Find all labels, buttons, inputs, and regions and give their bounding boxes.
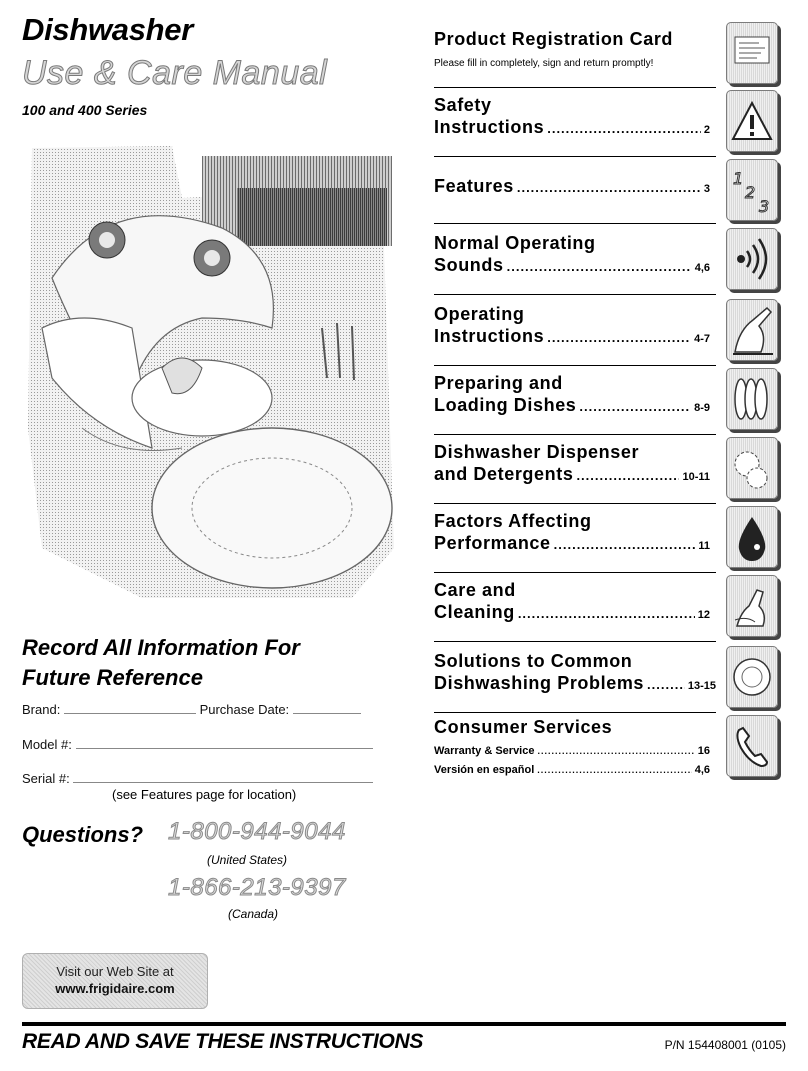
toc-loading[interactable] <box>434 366 786 432</box>
footer-instruction: READ AND SAVE THESE INSTRUCTIONS <box>22 1030 424 1053</box>
serial-field[interactable] <box>73 770 373 783</box>
questions-label: Questions? <box>22 822 144 847</box>
toc-line1: Care and <box>434 580 516 600</box>
website-link[interactable]: www.frigidaire.com <box>55 981 175 996</box>
toc-leader <box>517 177 701 199</box>
toc-registration[interactable] <box>434 22 786 84</box>
toc-line1: Normal Operating <box>434 233 596 253</box>
toc-page: 11 <box>698 540 710 552</box>
consumer-title: Consumer Services <box>434 717 613 737</box>
warranty-page: 16 <box>697 745 710 757</box>
location-note: (see Features page for location) <box>112 787 297 802</box>
toc-features[interactable] <box>434 157 786 221</box>
toc-page: 12 <box>697 609 710 621</box>
warning-icon <box>726 90 778 152</box>
toc-leader <box>579 396 691 418</box>
purchase-date-label: Purchase Date: <box>199 702 290 717</box>
document-title: Dishwasher <box>22 12 194 47</box>
water-drop-icon <box>726 506 778 568</box>
toc-performance[interactable] <box>434 504 786 570</box>
toc-line2: Instructions <box>434 326 545 346</box>
brand-label: Brand: <box>22 702 61 717</box>
toc-care[interactable] <box>434 573 786 639</box>
brand-field[interactable] <box>64 701 196 714</box>
registration-card-icon <box>726 22 778 84</box>
record-heading <box>22 633 300 693</box>
toc-line2: Instructions <box>434 117 545 137</box>
sound-waves-icon <box>726 228 778 290</box>
document-subtitle: Use & Care Manual <box>22 54 328 92</box>
dish-rack-icon <box>726 368 778 430</box>
hand-pointer-icon <box>726 299 778 361</box>
dishwasher-illustration <box>22 128 408 613</box>
table-of-contents <box>434 0 786 1000</box>
toc-page: 8-9 <box>694 402 710 414</box>
brand-row <box>22 701 361 717</box>
us-phone-number: 1-800-944-9044 <box>168 818 346 845</box>
toc-page: 13-15 <box>687 680 716 692</box>
warranty-label: Warranty & Service <box>434 745 535 757</box>
numbers-icon <box>726 159 778 221</box>
toc-sounds[interactable] <box>434 224 786 292</box>
part-number: P/N 154408001 (0105) <box>664 1038 786 1052</box>
toc-consumer-services[interactable] <box>434 713 786 791</box>
toc-line2: Loading Dishes <box>434 395 577 415</box>
cleaning-hand-icon <box>726 575 778 637</box>
toc-page: 10-11 <box>682 471 710 483</box>
toc-solutions[interactable] <box>434 642 786 710</box>
model-row <box>22 736 373 752</box>
toc-leader <box>647 674 685 696</box>
toc-leader <box>576 465 679 487</box>
dish-icon <box>726 646 778 708</box>
toc-line1: Preparing and <box>434 373 563 393</box>
series-label: 100 and 400 Series <box>22 102 148 118</box>
toc-page: 2 <box>703 124 710 136</box>
spanish-label: Versión en español <box>434 764 535 776</box>
record-heading-line1: Record All Information For <box>22 635 300 660</box>
registration-title: Product Registration Card <box>434 29 674 49</box>
spanish-page: 4,6 <box>694 764 710 776</box>
toc-leader <box>547 118 701 140</box>
us-region-label: (United States) <box>207 853 288 867</box>
website-box <box>22 953 208 1009</box>
toc-leader <box>547 327 691 349</box>
purchase-date-field[interactable] <box>293 701 361 714</box>
toc-line1: Safety <box>434 95 492 115</box>
toc-leader <box>537 761 691 780</box>
toc-leader <box>554 534 696 556</box>
toc-page: 4,6 <box>694 262 710 274</box>
toc-line1: Solutions to Common <box>434 651 633 671</box>
toc-safety[interactable] <box>434 88 786 154</box>
toc-leader <box>518 603 695 625</box>
toc-line2: Performance <box>434 533 551 553</box>
toc-leader <box>507 256 692 278</box>
dispenser-icon <box>726 437 778 499</box>
toc-operating[interactable] <box>434 295 786 363</box>
toc-line1: Dishwasher Dispenser <box>434 442 640 462</box>
toc-page: 4-7 <box>694 333 710 345</box>
toc-line1: Factors Affecting <box>434 511 592 531</box>
footer-divider <box>22 1022 786 1026</box>
model-label: Model #: <box>22 737 72 752</box>
toc-line2: Features <box>434 176 514 196</box>
serial-label: Serial #: <box>22 771 70 786</box>
toc-line1: Operating <box>434 304 525 324</box>
toc-line2: Sounds <box>434 255 504 275</box>
record-heading-line2: Future Reference <box>22 665 203 690</box>
website-intro: Visit our Web Site at <box>56 964 174 979</box>
canada-phone-number: 1-866-213-9397 <box>168 874 346 901</box>
telephone-icon <box>726 715 778 777</box>
toc-line2: Cleaning <box>434 602 515 622</box>
registration-subtitle: Please fill in completely, sign and return promptly! <box>434 58 654 69</box>
toc-line2: and Detergents <box>434 464 574 484</box>
toc-leader <box>537 742 694 761</box>
toc-dispenser[interactable] <box>434 435 786 501</box>
toc-line2: Dishwashing Problems <box>434 673 645 693</box>
canada-region-label: (Canada) <box>228 907 279 921</box>
model-field[interactable] <box>76 736 373 749</box>
svg-text:3: 3 <box>759 197 770 216</box>
svg-text:1: 1 <box>733 169 744 188</box>
svg-text:2: 2 <box>745 183 756 202</box>
serial-row <box>22 770 373 786</box>
toc-page: 3 <box>703 183 710 195</box>
